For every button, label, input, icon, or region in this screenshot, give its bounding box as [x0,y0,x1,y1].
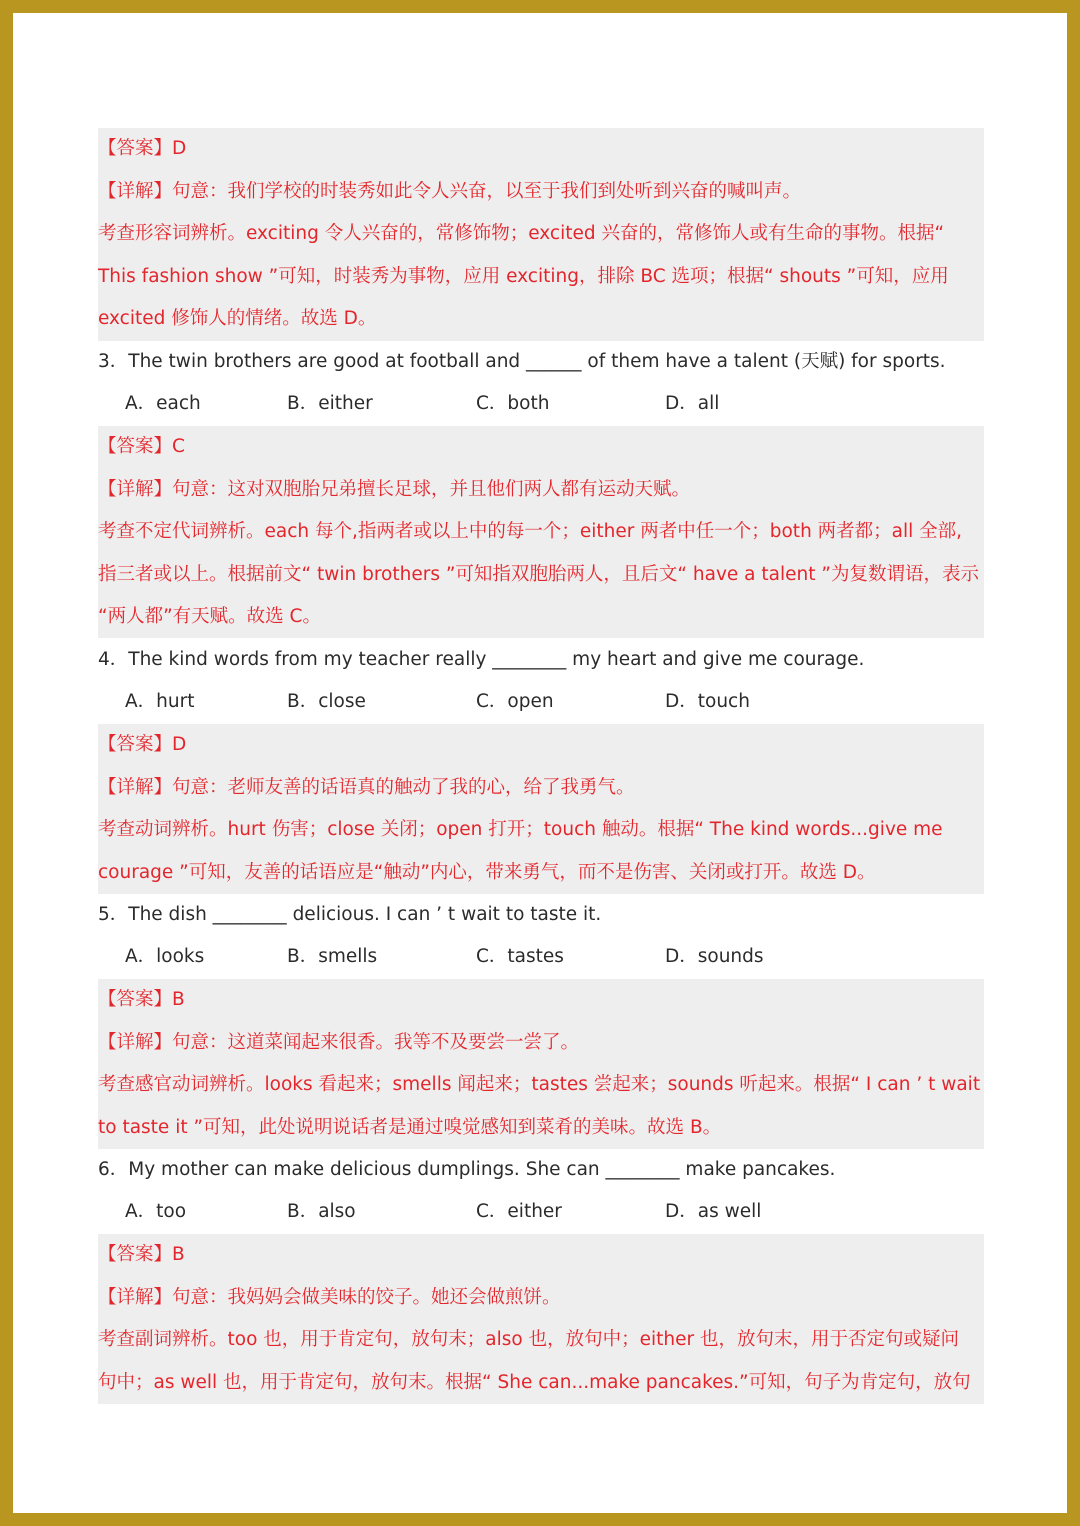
answer-detail: 【详解】句意：我妈妈会做美味的饺子。她还会做煎饼。 [98,1287,561,1308]
answer-analysis-line: 考查动词辨析。hurt 伤害；close 关闭；open 打开；touch 触动。根据“ The kind words...give me [98,819,943,840]
answer-key: 【答案】D [98,138,187,159]
answer-analysis-line: to taste it ”可知，此处说明说话者是通过嗅觉感知到菜肴的美味。故选 B。 [98,1117,722,1138]
option-c: C．either [476,1201,562,1222]
answer-detail: 【详解】句意：我们学校的时装秀如此令人兴奋，以至于我们到处听到兴奋的喊叫声。 [98,181,802,202]
answer-analysis-line: excited 修饰人的情绪。故选 D。 [98,308,377,329]
option-a: A．hurt [125,691,195,712]
answer-analysis-line: 指三者或以上。根据前文“ twin brothers ”可知指双胞胎两人，且后文“ have a talent ”为复数谓语，表示 [98,564,979,585]
answer-key: 【答案】B [98,1244,185,1265]
answer-detail: 【详解】句意：这对双胞胎兄弟擅长足球，并且他们两人都有运动天赋。 [98,479,691,500]
option-b: B．also [287,1201,356,1222]
option-d: D．touch [665,691,750,712]
option-a: A．looks [125,946,205,967]
option-a: A．each [125,393,201,414]
option-c: C．both [476,393,550,414]
answer-analysis-line: 考查感官动词辨析。looks 看起来；smells 闻起来；tastes 尝起来；sounds 听起来。根据“ I can ’ t wait [98,1074,981,1095]
answer-key: 【答案】C [98,436,185,457]
question-stem: 6．My mother can make delicious dumplings. She can ________ make pancakes. [98,1159,836,1180]
answer-analysis-line: 考查形容词辨析。exciting 令人兴奋的，常修饰物；excited 兴奋的，常修饰人或有生命的事物。根据“ [98,223,945,244]
answer-detail: 【详解】句意：这道菜闻起来很香。我等不及要尝一尝了。 [98,1032,580,1053]
question-stem: 5．The dish ________ delicious. I can ’ t wait to taste it. [98,904,602,925]
option-c: C．open [476,691,554,712]
answer-analysis-line: 考查副词辨析。too 也，用于肯定句，放句末；also 也，放句中；either 也，放句末，用于否定句或疑问 [98,1329,959,1350]
option-d: D．all [665,393,720,414]
answer-analysis-line: 考查不定代词辨析。each 每个,指两者或以上中的每一个；either 两者中任一个；both 两者都；all 全部, [98,521,963,542]
answer-analysis-line: courage ”可知，友善的话语应是“触动”内心，带来勇气，而不是伤害、关闭或打开。故选 D。 [98,862,876,883]
answer-key: 【答案】D [98,734,187,755]
option-b: B．smells [287,946,378,967]
option-b: B．close [287,691,366,712]
question-stem: 4．The kind words from my teacher really ________ my heart and give me courage. [98,649,865,670]
option-c: C．tastes [476,946,564,967]
answer-analysis-line: “两人都”有天赋。故选 C。 [98,606,321,627]
answer-detail: 【详解】句意：老师友善的话语真的触动了我的心，给了我勇气。 [98,777,635,798]
option-a: A．too [125,1201,187,1222]
answer-analysis-line: 句中；as well 也，用于肯定句，放句末。根据“ She can...make pancakes.”可知，句子为肯定句，放句 [98,1372,971,1393]
answer-analysis-line: This fashion show ”可知，时装秀为事物，应用 exciting，排除 BC 选项；根据“ shouts ”可知，应用 [98,266,949,287]
option-b: B．either [287,393,373,414]
question-stem: 3．The twin brothers are good at football and ______ of them have a talent (天赋) for sports. [98,351,946,372]
option-d: D．sounds [665,946,764,967]
answer-key: 【答案】B [98,989,185,1010]
option-d: D．as well [665,1201,762,1222]
